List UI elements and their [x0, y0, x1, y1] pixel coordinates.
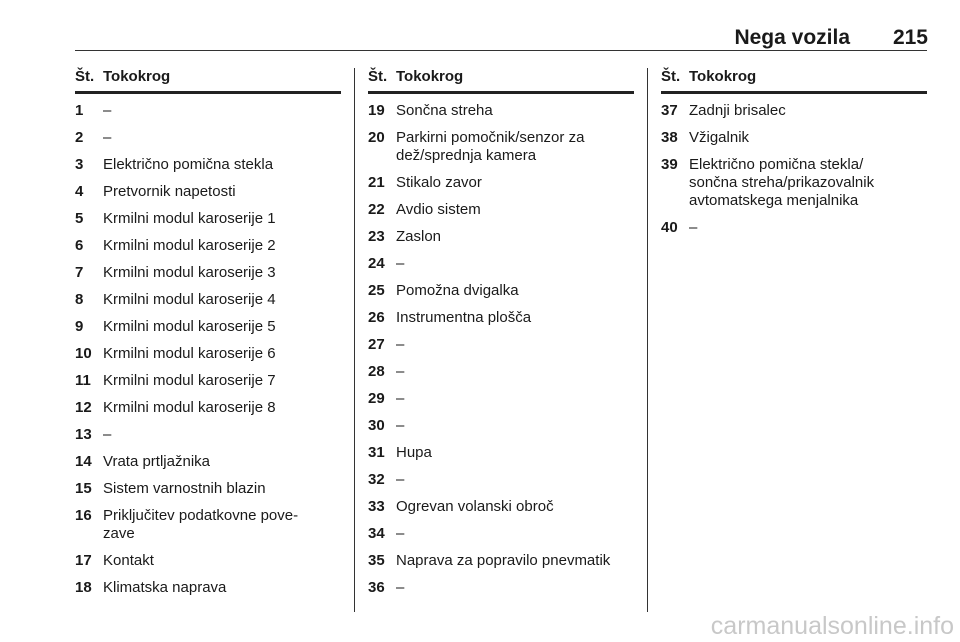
table-row — [368, 471, 634, 489]
circuit-name: – — [396, 336, 405, 353]
table-header — [75, 68, 341, 94]
fuse-number: 5 — [75, 210, 84, 227]
table-row — [368, 336, 634, 354]
circuit-name: Električno pomična stekla/ sončna streha/prikazovalnik avtomatskega menjalnika — [689, 156, 875, 209]
fuse-number: 30 — [368, 417, 385, 434]
column-divider — [647, 68, 648, 612]
table-row — [661, 219, 927, 237]
column-header-circuit: Tokokrog — [103, 68, 171, 85]
fuse-number: 34 — [368, 525, 385, 542]
fuse-number: 4 — [75, 183, 84, 200]
table-header — [661, 68, 927, 94]
circuit-name: Ogrevan volanski obroč — [396, 498, 554, 515]
fuse-number: 29 — [368, 390, 385, 407]
fuse-number: 15 — [75, 480, 92, 497]
running-header-title: Nega vozila — [734, 26, 850, 49]
fuse-number: 23 — [368, 228, 385, 245]
column-header-number: Št. — [75, 68, 95, 85]
fuse-number: 14 — [75, 453, 92, 470]
fuse-column-1 — [75, 68, 341, 606]
column-header-number: Št. — [368, 68, 388, 85]
fuse-number: 32 — [368, 471, 385, 488]
column-header-circuit: Tokokrog — [689, 68, 757, 85]
fuse-number: 26 — [368, 309, 385, 326]
header-rule — [75, 50, 927, 51]
fuse-number: 1 — [75, 102, 84, 119]
circuit-name: – — [396, 471, 405, 488]
table-row — [368, 444, 634, 462]
table-row — [75, 129, 341, 147]
table-row — [75, 183, 341, 201]
table-row — [75, 480, 341, 498]
table-row — [75, 318, 341, 336]
table-row — [661, 102, 927, 120]
fuse-number: 22 — [368, 201, 385, 218]
table-row — [75, 345, 341, 363]
circuit-name: – — [689, 219, 698, 236]
table-row — [368, 282, 634, 300]
circuit-name: Krmilni modul karoserije 1 — [103, 210, 276, 227]
circuit-name: Krmilni modul karoserije 2 — [103, 237, 276, 254]
fuse-number: 33 — [368, 498, 385, 515]
table-row — [368, 174, 634, 192]
fuse-number: 19 — [368, 102, 385, 119]
fuse-number: 40 — [661, 219, 678, 236]
table-row — [661, 129, 927, 147]
circuit-name: Krmilni modul karoserije 7 — [103, 372, 276, 389]
table-row — [75, 156, 341, 174]
fuse-number: 12 — [75, 399, 92, 416]
circuit-name: – — [396, 363, 405, 380]
column-header-circuit: Tokokrog — [396, 68, 464, 85]
fuse-number: 28 — [368, 363, 385, 380]
fuse-number: 11 — [75, 372, 91, 389]
table-row — [75, 507, 341, 543]
fuse-column-3 — [661, 68, 927, 246]
fuse-number: 13 — [75, 426, 92, 443]
circuit-name: Zaslon — [396, 228, 442, 245]
fuse-number: 39 — [661, 156, 678, 173]
fuse-column-2 — [368, 68, 634, 606]
circuit-name: Pretvornik napetosti — [103, 183, 236, 200]
column-header-number: Št. — [661, 68, 681, 85]
table-row — [368, 525, 634, 543]
table-header — [368, 68, 634, 94]
table-row — [368, 102, 634, 120]
circuit-name: Instrumentna plošča — [396, 309, 532, 326]
circuit-name: Naprava za popravilo pnevmatik — [396, 552, 611, 569]
circuit-name: Krmilni modul karoserije 5 — [103, 318, 276, 335]
table-row — [368, 228, 634, 246]
table-row — [368, 552, 634, 570]
table-row — [368, 417, 634, 435]
table-row — [368, 309, 634, 327]
fuse-number: 10 — [75, 345, 92, 362]
fuse-number: 8 — [75, 291, 84, 308]
circuit-name: – — [396, 417, 405, 434]
table-row — [75, 210, 341, 228]
fuse-number: 20 — [368, 129, 385, 146]
circuit-name: Krmilni modul karoserije 8 — [103, 399, 276, 416]
table-row — [75, 264, 341, 282]
circuit-name: Vžigalnik — [689, 129, 750, 146]
fuse-number: 38 — [661, 129, 678, 146]
fuse-number: 21 — [368, 174, 385, 191]
fuse-number: 3 — [75, 156, 84, 173]
fuse-number: 24 — [368, 255, 385, 272]
fuse-number: 7 — [75, 264, 84, 281]
circuit-name: Hupa — [396, 444, 432, 461]
circuit-name: Zadnji brisalec — [689, 102, 786, 119]
circuit-name: Vrata prtljažnika — [103, 453, 210, 470]
circuit-name: Sistem varnostnih blazin — [103, 480, 266, 497]
table-row — [75, 291, 341, 309]
column-divider — [354, 68, 355, 612]
circuit-name: Priključitev podatkovne pove- zave — [103, 507, 299, 542]
circuit-name: Avdio sistem — [396, 201, 481, 218]
circuit-name: Krmilni modul karoserije 3 — [103, 264, 276, 281]
circuit-name: – — [103, 102, 112, 119]
fuse-number: 37 — [661, 102, 678, 119]
table-row — [368, 498, 634, 516]
table-row — [75, 237, 341, 255]
fuse-number: 17 — [75, 552, 92, 569]
page-number: 215 — [892, 26, 928, 49]
table-row — [368, 129, 634, 165]
fuse-number: 18 — [75, 579, 92, 596]
fuse-number: 6 — [75, 237, 84, 254]
circuit-name: – — [396, 255, 405, 272]
table-row — [75, 426, 341, 444]
table-row — [661, 156, 927, 210]
circuit-name: Stikalo zavor — [396, 174, 482, 191]
table-row — [368, 255, 634, 273]
circuit-name: Krmilni modul karoserije 6 — [103, 345, 276, 362]
fuse-number: 31 — [368, 444, 385, 461]
fuse-number: 16 — [75, 507, 92, 524]
circuit-name: Električno pomična stekla — [103, 156, 274, 173]
circuit-name: – — [396, 579, 405, 596]
table-row — [75, 579, 341, 597]
circuit-name: – — [103, 426, 112, 443]
fuse-number: 35 — [368, 552, 385, 569]
circuit-name: Klimatska naprava — [103, 579, 227, 596]
table-row — [368, 579, 634, 597]
watermark: carmanualsonline.info — [710, 612, 954, 640]
table-row — [368, 363, 634, 381]
table-row — [368, 201, 634, 219]
fuse-number: 9 — [75, 318, 84, 335]
table-row — [75, 102, 341, 120]
fuse-number: 2 — [75, 129, 84, 146]
circuit-name: – — [396, 525, 405, 542]
table-row — [75, 399, 341, 417]
circuit-name: Kontakt — [103, 552, 154, 569]
fuse-number: 36 — [368, 579, 385, 596]
circuit-name: Sončna streha — [396, 102, 493, 119]
circuit-name: – — [103, 129, 112, 146]
table-row — [75, 372, 341, 390]
table-row — [75, 552, 341, 570]
fuse-number: 25 — [368, 282, 385, 299]
circuit-name: Pomožna dvigalka — [396, 282, 519, 299]
table-row — [368, 390, 634, 408]
circuit-name: Parkirni pomočnik/senzor za dež/sprednja kamera — [396, 129, 585, 164]
circuit-name: Krmilni modul karoserije 4 — [103, 291, 276, 308]
fuse-number: 27 — [368, 336, 385, 353]
circuit-name: – — [396, 390, 405, 407]
table-row — [75, 453, 341, 471]
